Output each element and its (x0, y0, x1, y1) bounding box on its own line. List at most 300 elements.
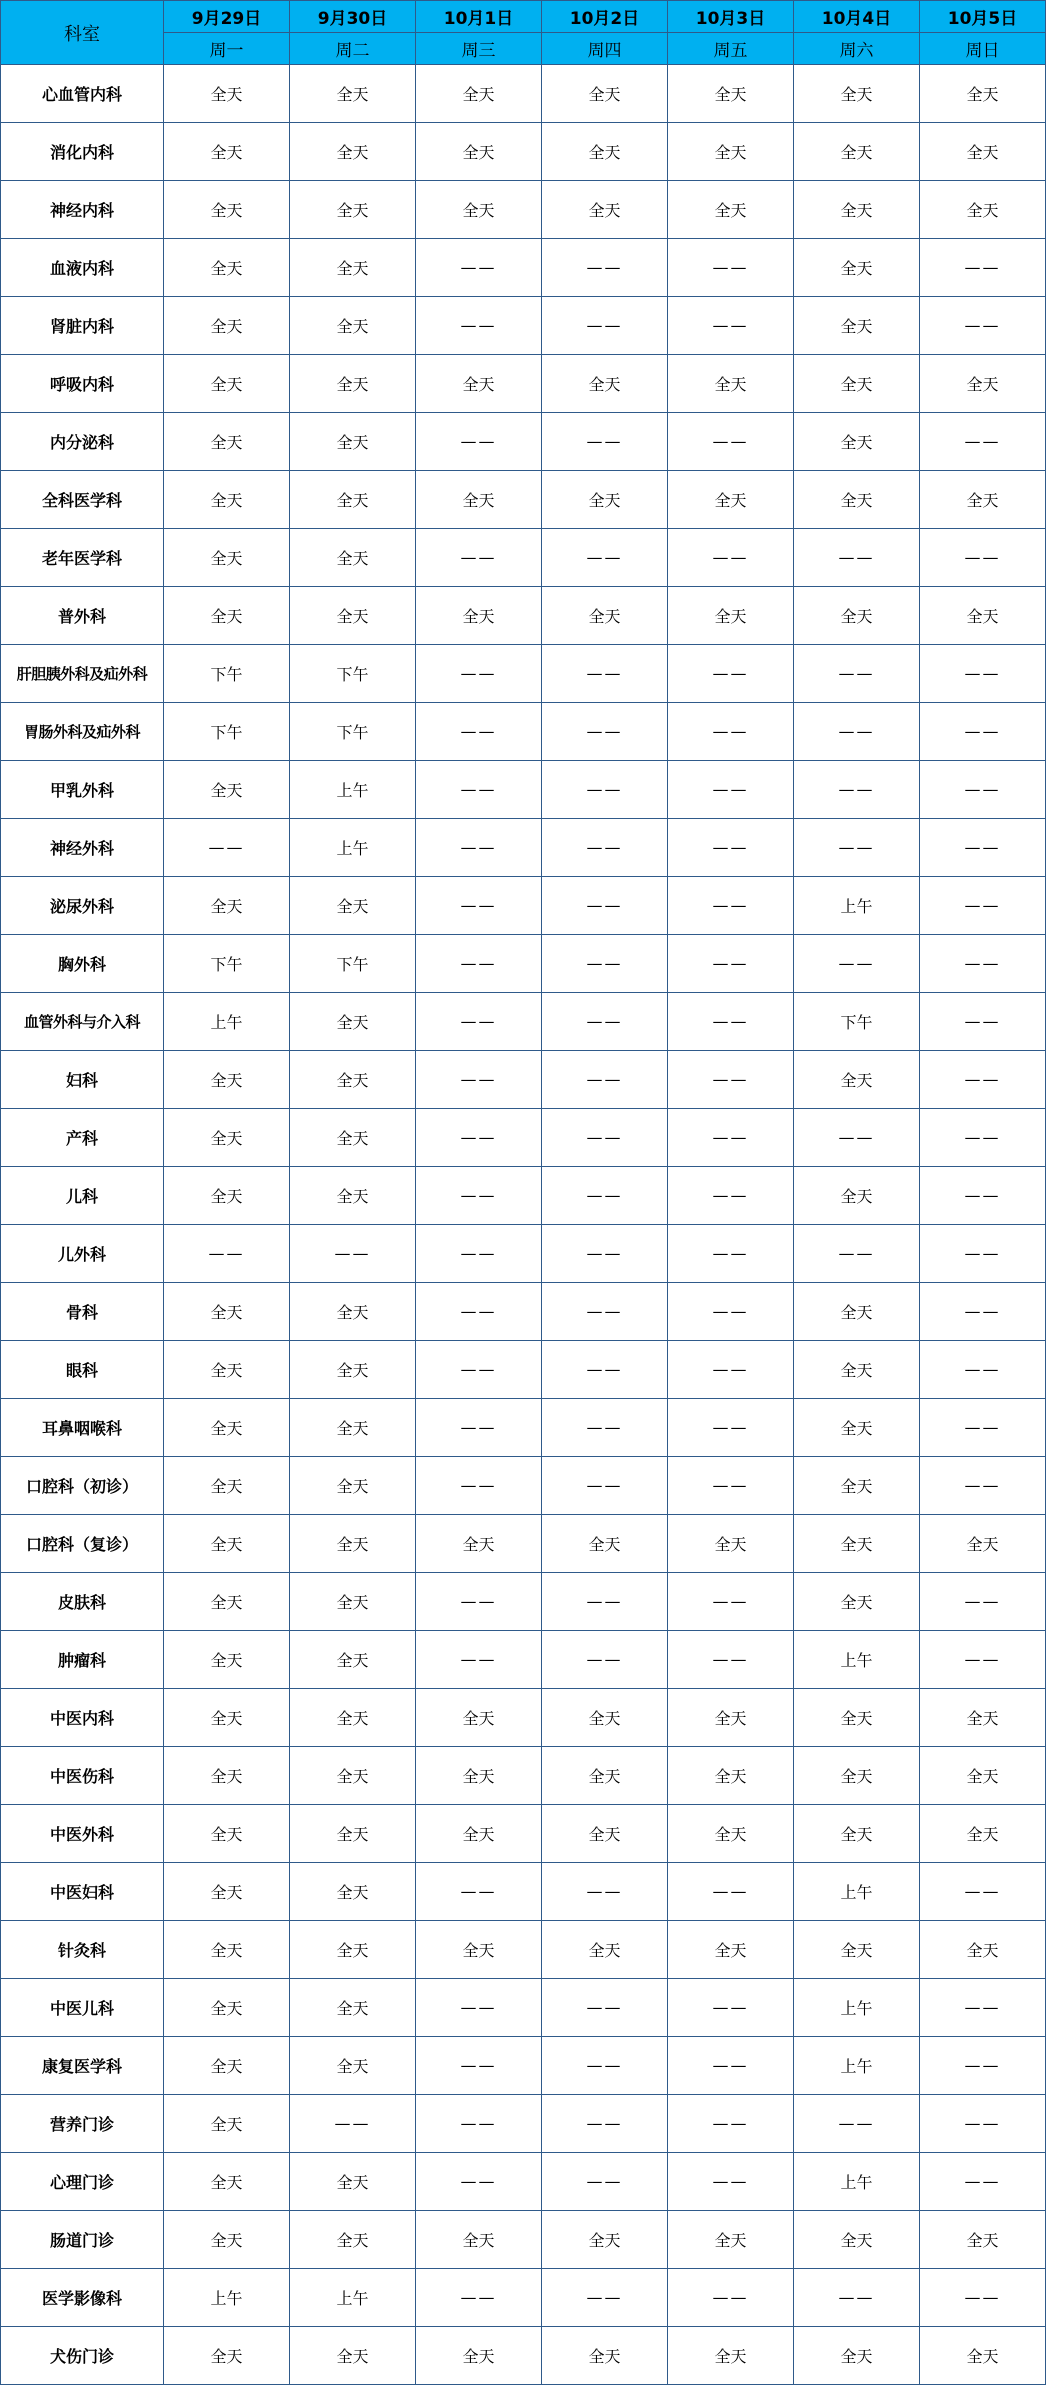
department-name: 内分泌科 (1, 413, 164, 471)
department-name: 儿外科 (1, 1225, 164, 1283)
schedule-cell: —— (920, 1979, 1046, 2037)
schedule-cell: —— (668, 993, 794, 1051)
table-row (1, 1863, 1046, 1921)
schedule-cell: 全天 (164, 413, 290, 471)
schedule-cell: —— (920, 1457, 1046, 1515)
schedule-cell: 全天 (290, 355, 416, 413)
schedule-cell: —— (542, 1283, 668, 1341)
table-row (1, 993, 1046, 1051)
schedule-cell: 全天 (164, 297, 290, 355)
schedule-cell: 全天 (920, 123, 1046, 181)
schedule-cell: 全天 (164, 1747, 290, 1805)
schedule-cell: —— (920, 819, 1046, 877)
weekday-header: 周六 (794, 33, 920, 65)
table-row (1, 123, 1046, 181)
department-name: 老年医学科 (1, 529, 164, 587)
schedule-cell: —— (416, 645, 542, 703)
department-name: 产科 (1, 1109, 164, 1167)
schedule-cell: —— (920, 1051, 1046, 1109)
schedule-cell: —— (794, 2269, 920, 2327)
schedule-cell: 全天 (794, 1399, 920, 1457)
schedule-cell: 上午 (794, 877, 920, 935)
schedule-cell: —— (794, 2095, 920, 2153)
schedule-cell: —— (920, 761, 1046, 819)
schedule-cell: 全天 (794, 1341, 920, 1399)
schedule-cell: 全天 (542, 1805, 668, 1863)
schedule-cell: 全天 (164, 1863, 290, 1921)
schedule-cell: —— (290, 1225, 416, 1283)
department-name: 消化内科 (1, 123, 164, 181)
schedule-cell: 全天 (164, 355, 290, 413)
schedule-cell: 全天 (164, 239, 290, 297)
table-row (1, 529, 1046, 587)
table-row (1, 1805, 1046, 1863)
schedule-cell: —— (542, 1051, 668, 1109)
schedule-cell: 全天 (794, 1805, 920, 1863)
table-row (1, 2037, 1046, 2095)
schedule-cell: —— (668, 413, 794, 471)
schedule-cell: 下午 (290, 703, 416, 761)
schedule-cell: 全天 (290, 1863, 416, 1921)
schedule-cell: —— (416, 1109, 542, 1167)
schedule-cell: 全天 (794, 1573, 920, 1631)
schedule-cell: —— (542, 297, 668, 355)
schedule-cell: —— (920, 1225, 1046, 1283)
schedule-cell: —— (542, 239, 668, 297)
table-row (1, 1399, 1046, 1457)
schedule-cell: —— (416, 1283, 542, 1341)
department-name: 全科医学科 (1, 471, 164, 529)
schedule-cell: —— (794, 1225, 920, 1283)
schedule-cell: —— (668, 819, 794, 877)
schedule-cell: 全天 (164, 2211, 290, 2269)
table-row (1, 1167, 1046, 1225)
schedule-cell: 全天 (794, 1747, 920, 1805)
schedule-cell: 全天 (668, 1747, 794, 1805)
schedule-cell: 全天 (542, 1515, 668, 1573)
schedule-cell: 下午 (290, 645, 416, 703)
table-row (1, 645, 1046, 703)
schedule-cell: 全天 (542, 2211, 668, 2269)
schedule-cell: —— (668, 297, 794, 355)
schedule-cell: 全天 (164, 1979, 290, 2037)
schedule-cell: —— (416, 2269, 542, 2327)
department-name: 神经内科 (1, 181, 164, 239)
schedule-cell: 全天 (920, 1689, 1046, 1747)
schedule-cell: 全天 (164, 2327, 290, 2385)
schedule-cell: 全天 (542, 587, 668, 645)
schedule-cell: —— (542, 1167, 668, 1225)
schedule-cell: —— (542, 1457, 668, 1515)
schedule-cell: —— (416, 1051, 542, 1109)
schedule-cell: 全天 (416, 1805, 542, 1863)
department-name: 针灸科 (1, 1921, 164, 1979)
table-row (1, 65, 1046, 123)
schedule-cell: —— (416, 1225, 542, 1283)
schedule-cell: —— (920, 1341, 1046, 1399)
schedule-cell: 全天 (920, 1921, 1046, 1979)
schedule-cell: 全天 (164, 2095, 290, 2153)
schedule-cell: 全天 (416, 2327, 542, 2385)
schedule-cell: —— (668, 2037, 794, 2095)
table-row (1, 2269, 1046, 2327)
schedule-cell: 全天 (920, 1515, 1046, 1573)
schedule-cell: —— (668, 1167, 794, 1225)
department-name: 口腔科（复诊） (1, 1515, 164, 1573)
schedule-cell: —— (668, 1399, 794, 1457)
department-name: 妇科 (1, 1051, 164, 1109)
department-name: 肾脏内科 (1, 297, 164, 355)
date-header: 10月3日 (668, 1, 794, 33)
table-row (1, 2153, 1046, 2211)
schedule-cell: 全天 (542, 181, 668, 239)
schedule-cell: 全天 (416, 1747, 542, 1805)
table-row (1, 2211, 1046, 2269)
table-row (1, 2095, 1046, 2153)
schedule-cell: —— (416, 703, 542, 761)
table-row (1, 1457, 1046, 1515)
schedule-cell: 全天 (794, 355, 920, 413)
schedule-cell: —— (794, 703, 920, 761)
schedule-cell: 全天 (164, 1631, 290, 1689)
schedule-cell: 全天 (164, 529, 290, 587)
schedule-cell: 下午 (164, 645, 290, 703)
department-name: 儿科 (1, 1167, 164, 1225)
schedule-cell: 全天 (164, 1109, 290, 1167)
schedule-cell: 全天 (290, 239, 416, 297)
schedule-cell: 全天 (920, 2327, 1046, 2385)
department-name: 普外科 (1, 587, 164, 645)
schedule-cell: —— (668, 2269, 794, 2327)
table-row (1, 413, 1046, 471)
schedule-cell: —— (668, 2153, 794, 2211)
schedule-cell: 全天 (920, 65, 1046, 123)
schedule-cell: —— (668, 935, 794, 993)
schedule-cell: 全天 (164, 1283, 290, 1341)
schedule-cell: 全天 (794, 1515, 920, 1573)
schedule-cell: —— (542, 761, 668, 819)
schedule-cell: 全天 (290, 529, 416, 587)
schedule-cell: —— (416, 1573, 542, 1631)
schedule-cell: —— (416, 1457, 542, 1515)
department-name: 中医外科 (1, 1805, 164, 1863)
schedule-cell: —— (920, 2153, 1046, 2211)
department-name: 神经外科 (1, 819, 164, 877)
schedule-cell: 全天 (164, 1341, 290, 1399)
table-row (1, 181, 1046, 239)
schedule-cell: 全天 (794, 181, 920, 239)
schedule-cell: 全天 (290, 1979, 416, 2037)
department-name: 血液内科 (1, 239, 164, 297)
department-name: 皮肤科 (1, 1573, 164, 1631)
schedule-cell: —— (416, 819, 542, 877)
schedule-cell: 全天 (794, 1457, 920, 1515)
table-row (1, 1225, 1046, 1283)
schedule-cell: 全天 (416, 471, 542, 529)
table-row (1, 819, 1046, 877)
schedule-cell: 全天 (290, 877, 416, 935)
schedule-cell: 全天 (416, 1515, 542, 1573)
schedule-cell: 全天 (164, 1689, 290, 1747)
schedule-cell: 全天 (290, 65, 416, 123)
schedule-cell: 全天 (416, 1689, 542, 1747)
schedule-cell: —— (416, 1863, 542, 1921)
date-header: 9月29日 (164, 1, 290, 33)
schedule-cell: —— (542, 1573, 668, 1631)
schedule-cell: —— (542, 877, 668, 935)
table-row (1, 1109, 1046, 1167)
table-row (1, 1573, 1046, 1631)
schedule-cell: —— (416, 1399, 542, 1457)
schedule-cell: 下午 (164, 703, 290, 761)
schedule-cell: —— (920, 1399, 1046, 1457)
schedule-cell: —— (668, 645, 794, 703)
schedule-cell: —— (920, 297, 1046, 355)
schedule-cell: —— (542, 1109, 668, 1167)
schedule-cell: 全天 (290, 1631, 416, 1689)
schedule-cell: —— (668, 239, 794, 297)
schedule-cell: —— (164, 1225, 290, 1283)
schedule-cell: —— (416, 2095, 542, 2153)
schedule-cell: 全天 (416, 355, 542, 413)
schedule-cell: 全天 (290, 1515, 416, 1573)
schedule-cell: 全天 (164, 123, 290, 181)
schedule-cell: 上午 (290, 2269, 416, 2327)
schedule-cell: 全天 (668, 587, 794, 645)
schedule-cell: —— (668, 1341, 794, 1399)
schedule-cell: 全天 (668, 1689, 794, 1747)
schedule-cell: —— (416, 413, 542, 471)
schedule-cell: 上午 (794, 2037, 920, 2095)
schedule-cell: 全天 (416, 1921, 542, 1979)
schedule-cell: —— (920, 413, 1046, 471)
department-name: 呼吸内科 (1, 355, 164, 413)
schedule-cell: 上午 (164, 2269, 290, 2327)
department-name: 口腔科（初诊） (1, 1457, 164, 1515)
schedule-cell: —— (542, 935, 668, 993)
department-name: 中医内科 (1, 1689, 164, 1747)
schedule-cell: 全天 (290, 1457, 416, 1515)
schedule-cell: 全天 (920, 1747, 1046, 1805)
date-header: 10月1日 (416, 1, 542, 33)
schedule-cell: 全天 (794, 413, 920, 471)
schedule-cell: —— (668, 1457, 794, 1515)
schedule-cell: 全天 (668, 123, 794, 181)
department-name: 胸外科 (1, 935, 164, 993)
schedule-cell: 全天 (794, 1921, 920, 1979)
schedule-cell: —— (920, 1283, 1046, 1341)
schedule-cell: 全天 (290, 1051, 416, 1109)
schedule-cell: 全天 (794, 239, 920, 297)
schedule-cell: 全天 (164, 181, 290, 239)
table-header (1, 1, 1046, 65)
schedule-cell: —— (920, 1109, 1046, 1167)
schedule-cell: —— (920, 1631, 1046, 1689)
schedule-cell: 全天 (416, 123, 542, 181)
schedule-cell: 全天 (794, 1689, 920, 1747)
schedule-cell: —— (416, 877, 542, 935)
weekday-header: 周四 (542, 33, 668, 65)
schedule-cell: —— (668, 2095, 794, 2153)
schedule-cell: 全天 (290, 181, 416, 239)
schedule-cell: 全天 (542, 355, 668, 413)
schedule-cell: —— (920, 239, 1046, 297)
schedule-cell: —— (668, 1283, 794, 1341)
department-name: 中医伤科 (1, 1747, 164, 1805)
schedule-cell: —— (416, 761, 542, 819)
schedule-cell: —— (920, 877, 1046, 935)
header-date-row (1, 1, 1046, 33)
schedule-cell: —— (794, 529, 920, 587)
schedule-cell: 全天 (164, 1573, 290, 1631)
table-row (1, 761, 1046, 819)
schedule-cell: 全天 (290, 2327, 416, 2385)
department-name: 血管外科与介入科 (1, 993, 164, 1051)
schedule-cell: —— (542, 2037, 668, 2095)
schedule-cell: —— (416, 935, 542, 993)
schedule-cell: —— (416, 1167, 542, 1225)
department-name: 眼科 (1, 1341, 164, 1399)
schedule-cell: 全天 (416, 181, 542, 239)
schedule-cell: 全天 (794, 471, 920, 529)
schedule-cell: 全天 (416, 2211, 542, 2269)
department-name: 肿瘤科 (1, 1631, 164, 1689)
schedule-cell: —— (668, 877, 794, 935)
schedule-cell: —— (542, 2153, 668, 2211)
schedule-cell: —— (542, 2095, 668, 2153)
department-name: 甲乳外科 (1, 761, 164, 819)
schedule-cell: —— (542, 703, 668, 761)
table-row (1, 877, 1046, 935)
department-name: 泌尿外科 (1, 877, 164, 935)
department-name: 医学影像科 (1, 2269, 164, 2327)
schedule-cell: 上午 (794, 1863, 920, 1921)
schedule-cell: —— (668, 529, 794, 587)
schedule-cell: 全天 (290, 1573, 416, 1631)
schedule-cell: —— (920, 1863, 1046, 1921)
schedule-cell: 全天 (668, 1921, 794, 1979)
department-name: 胃肠外科及疝外科 (1, 703, 164, 761)
table-row (1, 1051, 1046, 1109)
schedule-cell: 全天 (668, 65, 794, 123)
schedule-cell: 全天 (794, 1051, 920, 1109)
schedule-cell: —— (542, 413, 668, 471)
schedule-cell: 全天 (290, 2037, 416, 2095)
schedule-cell: 全天 (164, 1457, 290, 1515)
schedule-cell: 全天 (164, 65, 290, 123)
schedule-cell: 全天 (290, 471, 416, 529)
schedule-cell: 上午 (290, 761, 416, 819)
table-row (1, 1921, 1046, 1979)
schedule-cell: —— (920, 2095, 1046, 2153)
schedule-cell: 全天 (920, 587, 1046, 645)
table-row (1, 355, 1046, 413)
schedule-cell: 全天 (164, 587, 290, 645)
schedule-cell: —— (794, 935, 920, 993)
schedule-cell: —— (668, 703, 794, 761)
schedule-cell: 全天 (668, 1515, 794, 1573)
schedule-cell: 全天 (290, 1921, 416, 1979)
weekday-header: 周日 (920, 33, 1046, 65)
schedule-cell: 上午 (290, 819, 416, 877)
schedule-cell: —— (542, 2269, 668, 2327)
schedule-cell: —— (542, 1979, 668, 2037)
table-row (1, 1747, 1046, 1805)
schedule-cell: 全天 (668, 1805, 794, 1863)
schedule-cell: 上午 (164, 993, 290, 1051)
schedule-cell: 全天 (290, 123, 416, 181)
table-row (1, 1631, 1046, 1689)
schedule-cell: —— (416, 1631, 542, 1689)
schedule-cell: 全天 (668, 181, 794, 239)
date-header: 10月2日 (542, 1, 668, 33)
schedule-cell: —— (920, 529, 1046, 587)
schedule-cell: 全天 (668, 2327, 794, 2385)
schedule-cell: 全天 (794, 2211, 920, 2269)
schedule-cell: 全天 (164, 471, 290, 529)
schedule-cell: 全天 (290, 1109, 416, 1167)
schedule-cell: 全天 (290, 297, 416, 355)
schedule-cell: 全天 (794, 123, 920, 181)
schedule-cell: 全天 (416, 65, 542, 123)
weekday-header: 周五 (668, 33, 794, 65)
table-row (1, 297, 1046, 355)
schedule-cell: —— (920, 935, 1046, 993)
schedule-cell: 全天 (542, 471, 668, 529)
schedule-cell: —— (920, 645, 1046, 703)
schedule-cell: —— (542, 1631, 668, 1689)
schedule-cell: 全天 (290, 1805, 416, 1863)
department-name: 耳鼻咽喉科 (1, 1399, 164, 1457)
schedule-cell: 全天 (668, 471, 794, 529)
date-header: 10月5日 (920, 1, 1046, 33)
department-name: 骨科 (1, 1283, 164, 1341)
schedule-cell: 全天 (290, 587, 416, 645)
department-column-header: 科室 (1, 1, 164, 65)
schedule-cell: 全天 (164, 1051, 290, 1109)
table-row (1, 935, 1046, 993)
schedule-cell: —— (794, 645, 920, 703)
schedule-cell: —— (668, 761, 794, 819)
schedule-cell: 全天 (290, 1341, 416, 1399)
schedule-cell: 全天 (542, 65, 668, 123)
schedule-cell: 全天 (290, 993, 416, 1051)
schedule-cell: 全天 (290, 1689, 416, 1747)
schedule-cell: —— (920, 703, 1046, 761)
schedule-cell: 全天 (542, 123, 668, 181)
schedule-cell: 全天 (920, 355, 1046, 413)
schedule-cell: 全天 (794, 297, 920, 355)
schedule-cell: 上午 (794, 1631, 920, 1689)
schedule-cell: 全天 (794, 65, 920, 123)
schedule-cell: 全天 (542, 2327, 668, 2385)
date-header: 10月4日 (794, 1, 920, 33)
table-row (1, 703, 1046, 761)
schedule-cell: —— (668, 1979, 794, 2037)
schedule-cell: 上午 (794, 2153, 920, 2211)
schedule-cell: 下午 (164, 935, 290, 993)
schedule-cell: —— (542, 993, 668, 1051)
schedule-cell: 全天 (542, 1921, 668, 1979)
table-row (1, 1341, 1046, 1399)
table-row (1, 239, 1046, 297)
schedule-cell: —— (416, 1979, 542, 2037)
schedule-cell: 全天 (164, 1921, 290, 1979)
schedule-cell: —— (668, 1109, 794, 1167)
schedule-cell: 全天 (164, 877, 290, 935)
schedule-cell: —— (542, 1863, 668, 1921)
schedule-cell: 下午 (290, 935, 416, 993)
